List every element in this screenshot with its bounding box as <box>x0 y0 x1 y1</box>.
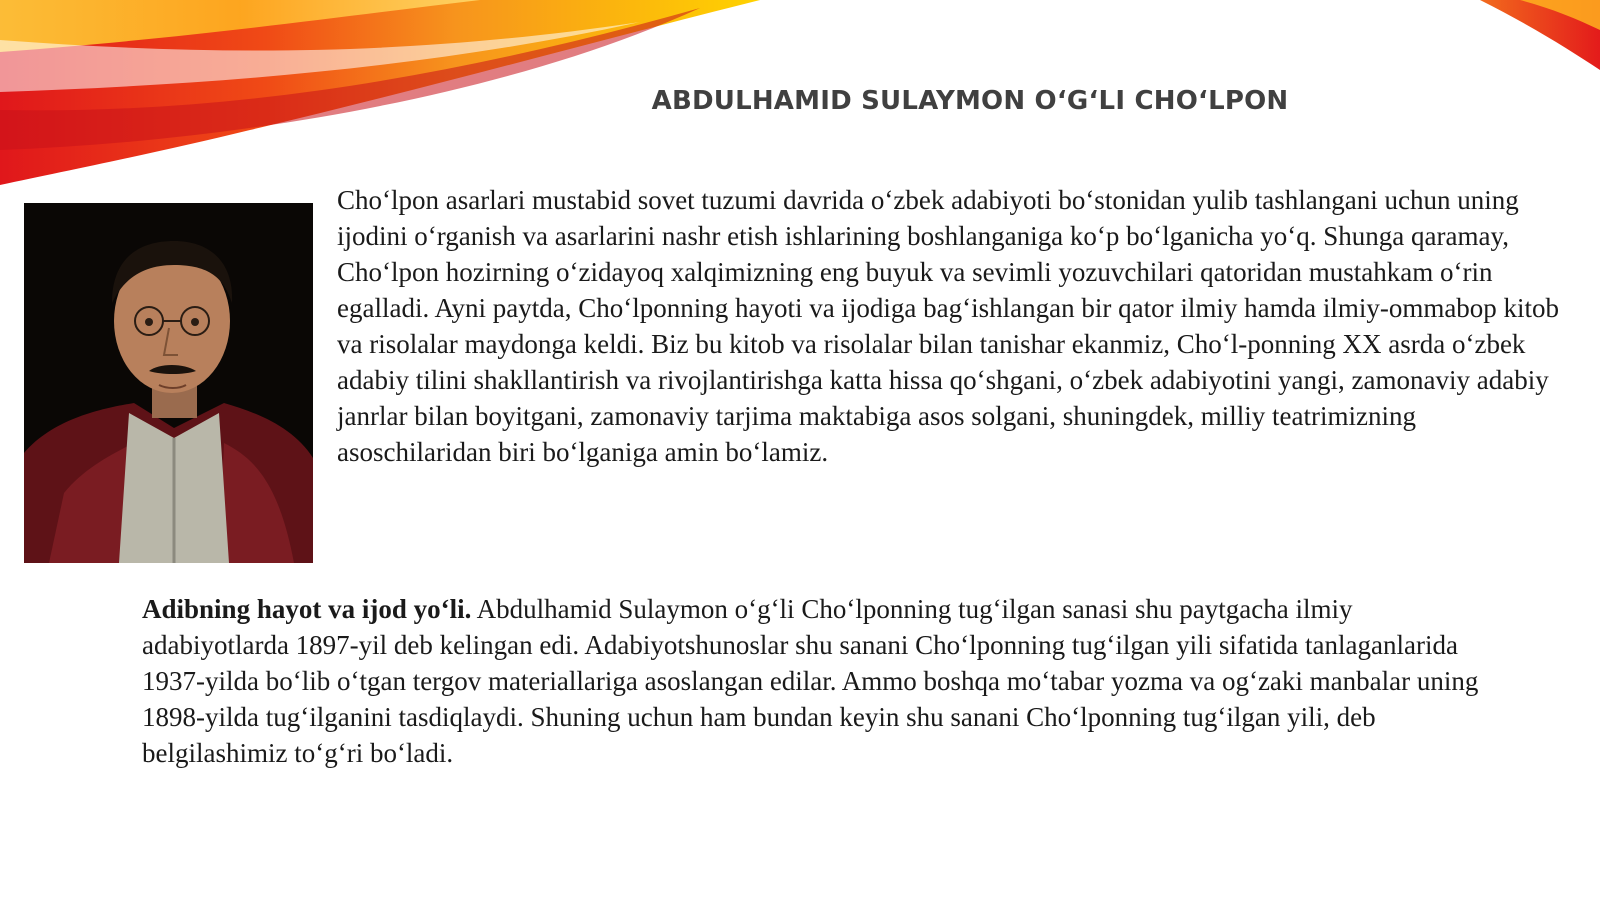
slide-title: ABDULHAMID SULAYMON O‘G‘LI CHO‘LPON <box>651 86 1289 116</box>
portrait-painting-icon <box>24 203 313 563</box>
intro-paragraph: Cho‘lpon asarlari mustabid sovet tuzumi davrida o‘zbek adabiyoti bo‘stonidan yulib tashlangani uchun uning ijodini o‘rganish va asarlarini nashr etish ishlarining boshlanganiga ko‘p bo‘lganicha yo‘q. Shunga qaramay, Cho‘lpon hozirning o‘zidayoq xalqimizning eng buyuk va sevimli yozuvchilari qatoridan mustahkam o‘rin egalladi. Ayni paytda, Cho‘lponning hayoti va ijodiga bag‘ishlangan bir qator ilmiy hamda ilmiy-ommabop kitob va risolalar maydonga keldi. Biz bu kitob va risolalar bilan tanishar ekanmiz, Cho‘l-ponning XX asrda o‘zbek adabiy tilini shakllantirish va rivojlantirishga katta hissa qo‘shgani, o‘zbek adabiyotini yangi, zamonaviy adabiy janrlar bilan boyitgani, zamonaviy tarjima maktabiga asos solgani, shuningdek, milliy teatrimizning asoschilaridan biri bo‘lganiga amin bo‘lamiz. <box>337 185 1560 467</box>
life-heading: Adibning hayot va ijod yo‘li. <box>142 594 472 624</box>
life-paragraph <box>142 591 1482 771</box>
portrait-image <box>24 203 313 563</box>
life-body: Abdulhamid Sulaymon o‘g‘li Cho‘lponning tug‘ilgan sanasi shu paytgacha ilmiy adabiyotlarda 1897-yil deb kelingan edi. Adabiyotshunoslar shu sanani Cho‘lponning tug‘ilgan yili sifatida tanlaganlarida 1937-yilda bo‘lib o‘tgan tergov materiallariga asoslangan edilar. Ammo boshqa mo‘tabar yozma va og‘zaki manbalar uning 1898-yilda tug‘ilganini tasdiqlaydi. Shuning uchun ham bundan keyin shu sanani Cho‘lponning tug‘ilgan yili, deb belgilashimiz to‘g‘ri bo‘ladi. <box>142 594 1479 768</box>
